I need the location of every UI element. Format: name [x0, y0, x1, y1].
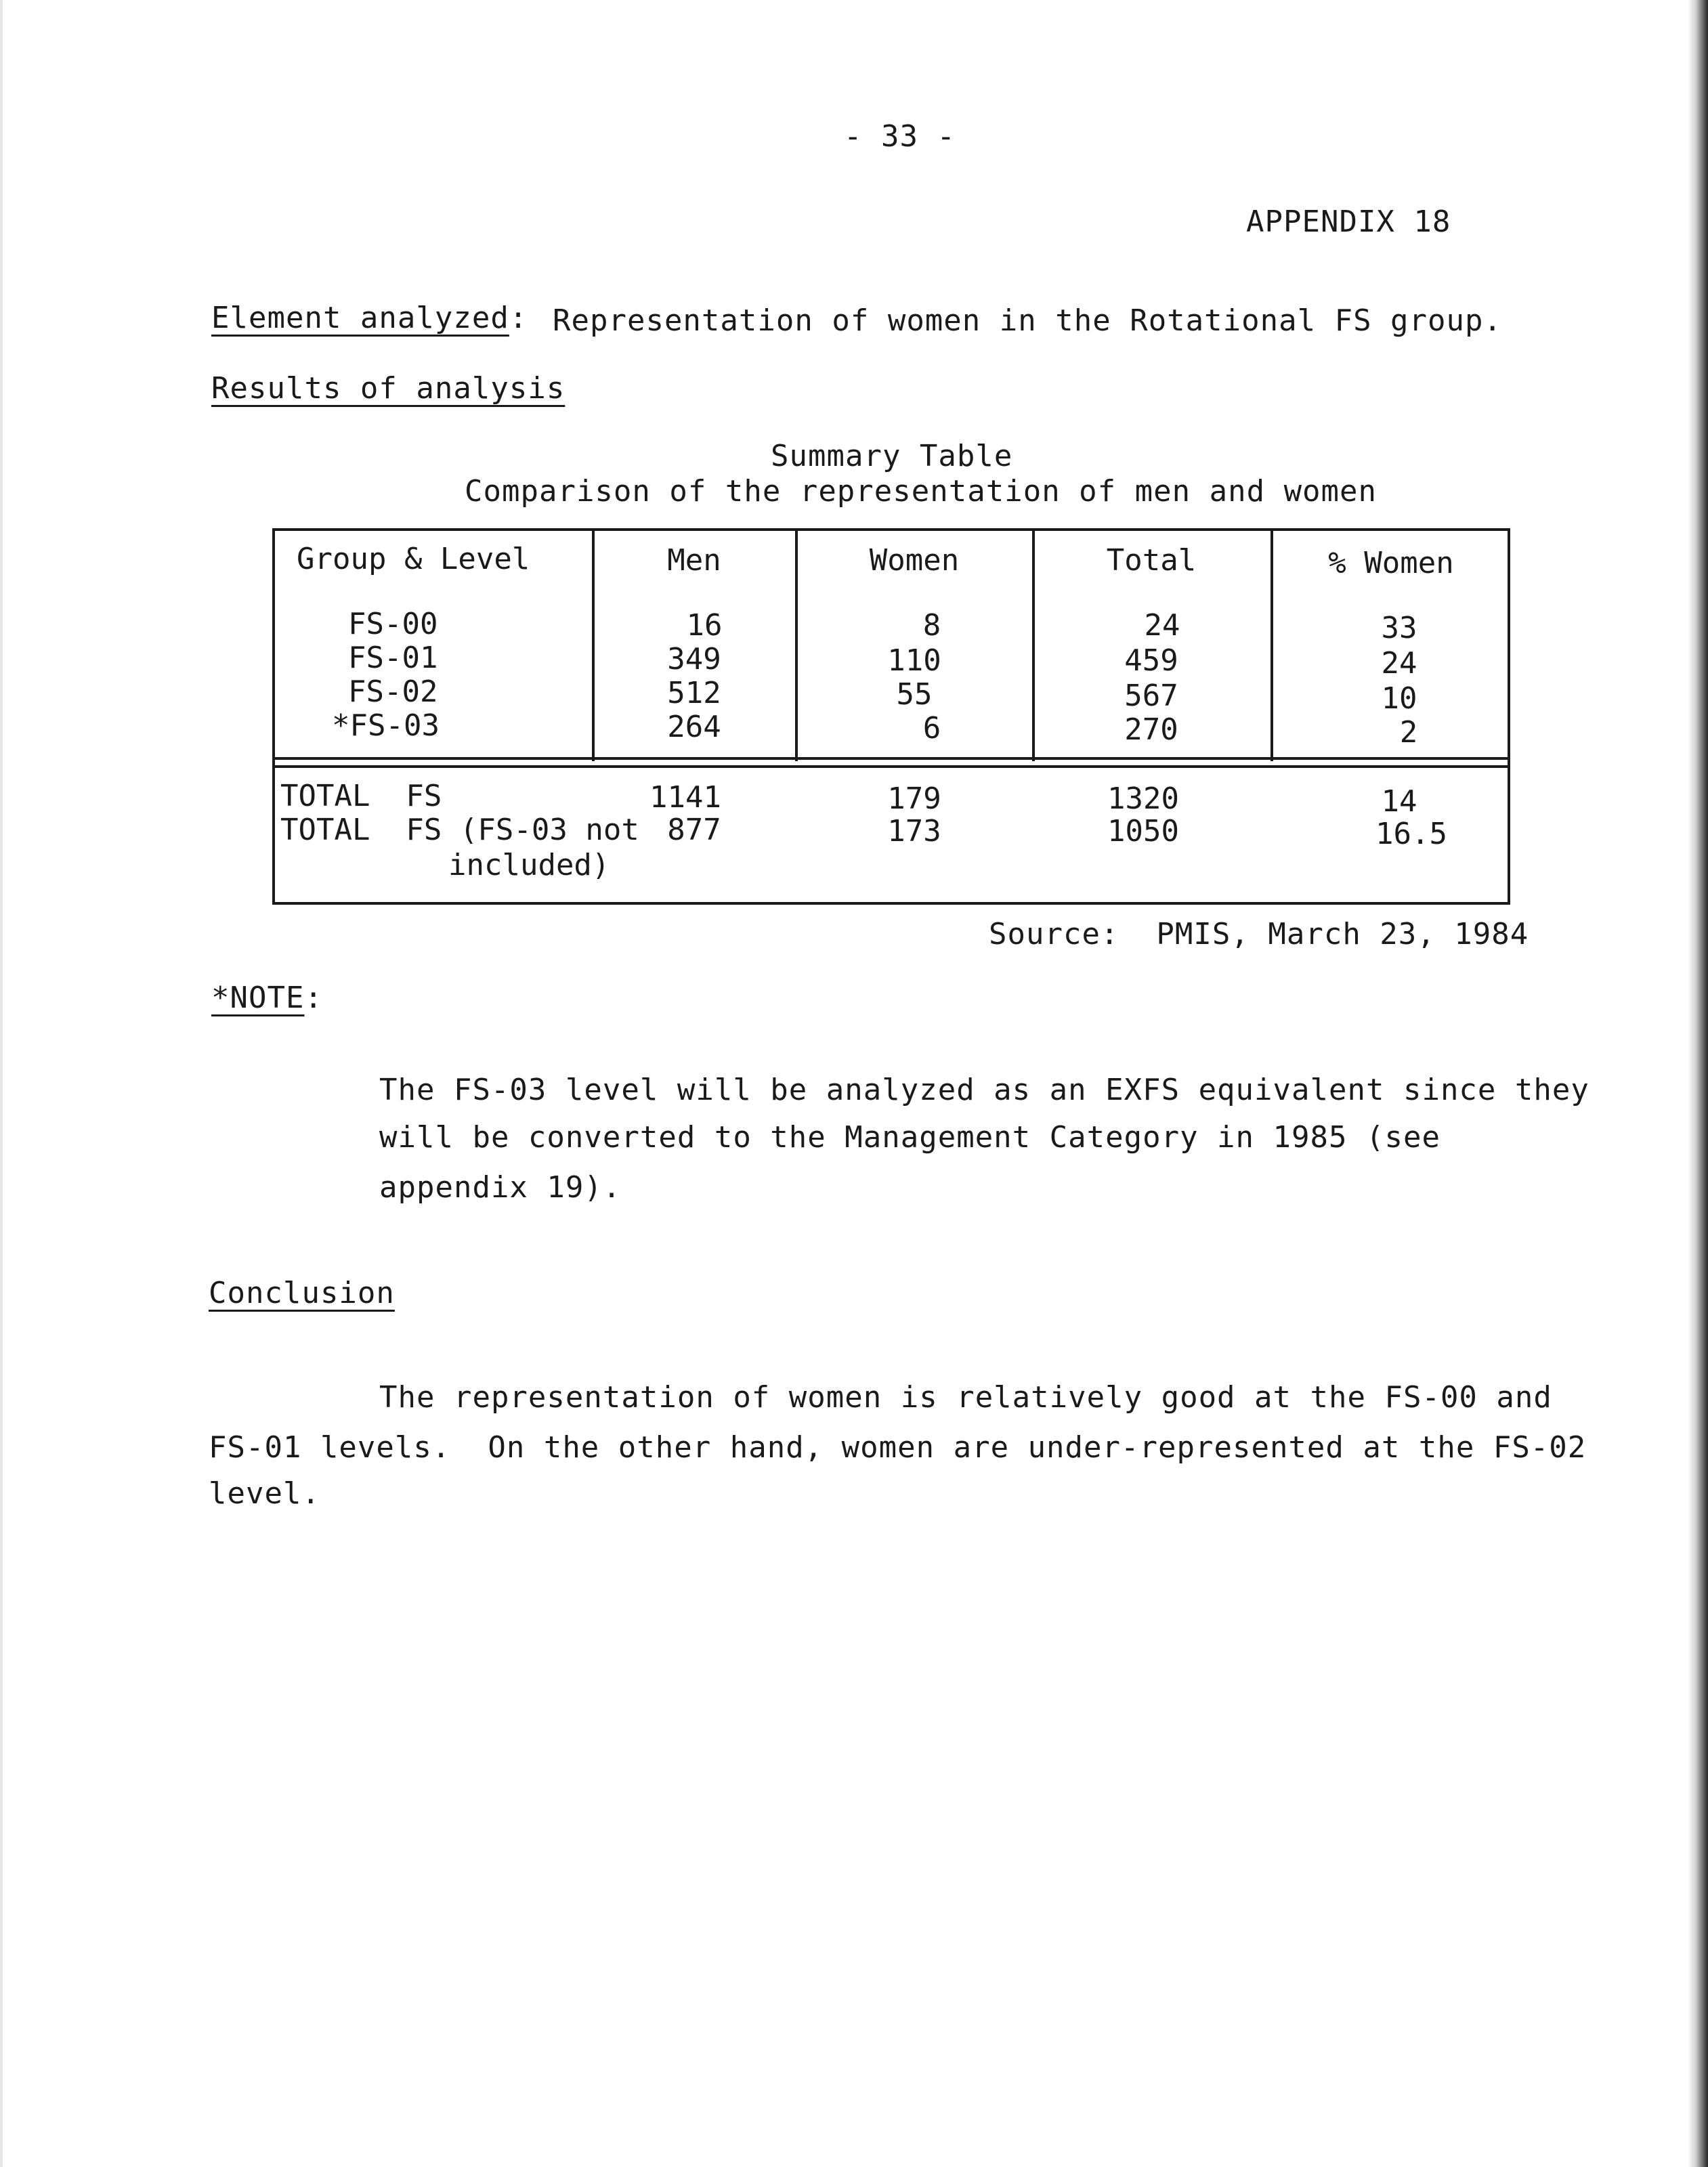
row-total: 459	[1124, 643, 1178, 678]
row-label: FS-01	[348, 641, 438, 675]
element-analyzed-colon: :	[509, 301, 528, 335]
source-citation: Source: PMIS, March 23, 1984	[989, 917, 1529, 951]
page-number: - 33 -	[844, 119, 956, 154]
right-page-edge	[1688, 0, 1708, 2167]
total-women: 179	[887, 781, 941, 816]
row-women: 8	[922, 608, 941, 643]
row-men: 16	[686, 608, 723, 643]
row-women: 6	[922, 711, 941, 746]
double-rule-bottom	[275, 765, 1508, 768]
element-analyzed-value: Representation of women in the Rotational FS group.	[553, 303, 1503, 338]
row-men: 512	[667, 676, 721, 710]
note-line: appendix 19).	[379, 1170, 622, 1205]
total-label-continuation: included)	[448, 848, 610, 882]
total-percent: 14	[1381, 784, 1417, 819]
note-line: will be converted to the Management Category in 1985 (see	[379, 1120, 1440, 1155]
total-percent: 16.5	[1375, 817, 1447, 851]
row-total: 567	[1124, 679, 1178, 713]
table-title: Summary Table	[771, 439, 1013, 473]
column-divider	[795, 528, 798, 761]
element-analyzed-line	[211, 301, 528, 335]
left-page-edge	[0, 0, 3, 2167]
total-total: 1320	[1107, 781, 1179, 816]
row-women: 110	[887, 643, 941, 678]
total-total: 1050	[1107, 814, 1179, 849]
double-rule-top	[275, 757, 1508, 760]
conclusion-line: The representation of women is relatively good at the FS-00 and	[379, 1380, 1552, 1415]
results-heading: Results of analysis	[211, 371, 565, 406]
row-percent: 24	[1381, 646, 1417, 681]
row-men: 349	[667, 642, 721, 677]
conclusion-line: level.	[209, 1476, 320, 1511]
row-label: *FS-03	[332, 708, 440, 743]
row-percent: 10	[1381, 681, 1417, 716]
header-group-level: Group & Level	[297, 542, 530, 576]
row-men: 264	[667, 710, 721, 744]
note-label: *NOTE	[211, 981, 305, 1015]
column-divider	[592, 528, 595, 761]
header-men: Men	[667, 543, 721, 578]
total-label: TOTAL FS (FS-03 not	[280, 813, 639, 847]
row-total: 24	[1144, 608, 1180, 643]
row-label: FS-00	[348, 607, 438, 641]
note-line: The FS-03 level will be analyzed as an EXFS equivalent since they	[379, 1073, 1589, 1107]
element-analyzed-label: Element analyzed	[211, 301, 509, 335]
total-men: 1141	[649, 780, 721, 815]
total-label: TOTAL FS	[280, 779, 442, 813]
note-heading	[211, 981, 323, 1015]
row-total: 270	[1124, 712, 1178, 747]
total-men: 877	[667, 813, 721, 847]
row-label: FS-02	[348, 674, 438, 709]
row-women: 55	[896, 677, 933, 712]
note-colon: :	[304, 981, 323, 1015]
row-percent: 2	[1399, 715, 1418, 750]
conclusion-line: FS-01 levels. On the other hand, women are under-represented at the FS-02	[209, 1430, 1587, 1465]
header-women: Women	[869, 543, 960, 578]
header-total: Total	[1106, 543, 1197, 578]
conclusion-heading: Conclusion	[209, 1276, 395, 1310]
total-women: 173	[887, 814, 941, 849]
appendix-label: APPENDIX 18	[1246, 205, 1451, 239]
row-percent: 33	[1381, 611, 1417, 645]
column-divider	[1271, 528, 1273, 761]
header-percent-women: % Women	[1328, 546, 1454, 580]
column-divider	[1032, 528, 1035, 761]
table-subtitle: Comparison of the representation of men and women	[465, 474, 1378, 509]
